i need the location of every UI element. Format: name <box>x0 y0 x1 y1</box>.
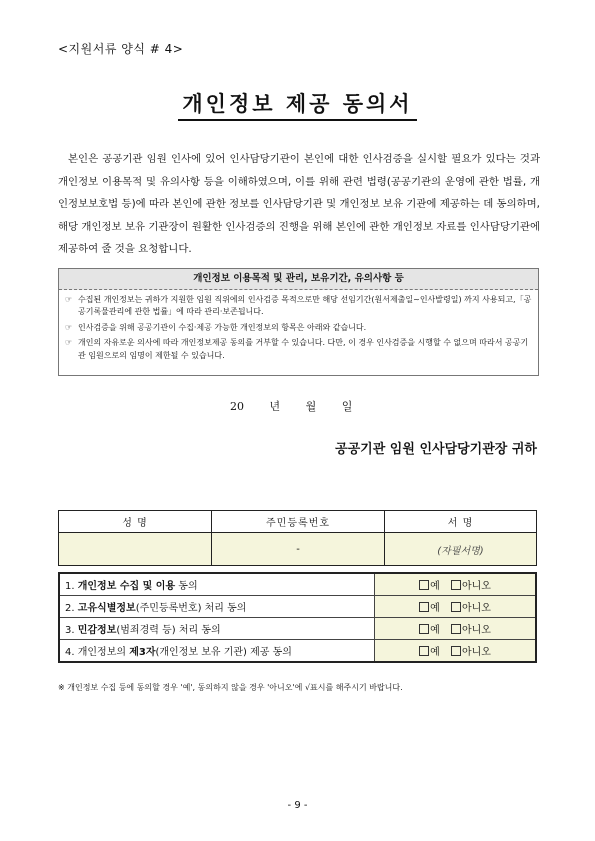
yes-label: 예 <box>430 581 440 592</box>
name-field[interactable] <box>59 533 212 566</box>
yes-option[interactable] <box>419 603 440 614</box>
consent-label-suffix: (주민등록번호) 처리 동의 <box>135 603 247 614</box>
notice-item-text: 인사검증을 위해 공공기관이 수집·제공 가능한 개인정보의 항목은 아래와 같습니다. <box>78 322 367 332</box>
no-option[interactable] <box>451 647 491 658</box>
form-code-label: <지원서류 양식 # 4> <box>58 42 184 56</box>
yes-option[interactable] <box>419 581 440 592</box>
consent-label-suffix: (범죄경력 등) 처리 동의 <box>116 625 221 636</box>
consent-row <box>59 573 536 596</box>
yes-option[interactable] <box>419 647 440 658</box>
consent-row <box>59 618 536 640</box>
consent-options <box>375 573 537 596</box>
checkbox-icon[interactable] <box>419 580 429 590</box>
pointing-hand-icon: ☞ <box>65 322 73 332</box>
intro-paragraph: 본인은 공공기관 임원 인사에 있어 인사담당기관이 본인에 대한 인사검증을 실시할 필요가 있다는 것과 개인정보 이용목적 및 유의사항 등을 이해하였으며, 이를 위해 관련 법령(공공기관의 운영에 관한 법률, 개인정보보호법 등)에 따라 본인에 관한 정보를 인사담당기관 및 개인정보 보유 기관에 제공하는 데 동의하며, 해당 개인정보 보유 기관장이 원활한 인사검증의 진행을 위해 본인에 관한 개인정보 자료를 인사담당기관에 제공하여 줄 것을 요청합니다. <box>58 153 540 255</box>
consent-options <box>375 640 537 663</box>
resident-number-field[interactable]: - <box>212 533 385 566</box>
signature-header-row <box>59 511 537 533</box>
notice-item <box>65 294 532 319</box>
yes-label: 예 <box>430 603 440 614</box>
notice-item <box>65 337 532 362</box>
notice-list <box>59 290 538 362</box>
checkbox-icon[interactable] <box>451 646 461 656</box>
yes-label: 예 <box>430 647 440 658</box>
footnote: ※ 개인정보 수집 등에 동의할 경우 '예', 동의하지 않을 경우 '아니오'에 √표시를 해주시기 바랍니다. <box>58 683 403 692</box>
signature-header: 서 명 <box>385 511 537 533</box>
no-label: 아니오 <box>461 581 491 592</box>
addressee: 공공기관 임원 인사담당기관장 귀하 <box>335 442 537 457</box>
no-option[interactable] <box>451 625 491 636</box>
resident-number-header: 주민등록번호 <box>212 511 385 533</box>
consent-row <box>59 596 536 618</box>
no-label: 아니오 <box>461 625 491 636</box>
checkbox-icon[interactable] <box>451 624 461 634</box>
consent-label-suffix: 동의 <box>175 581 198 592</box>
consent-label-bold: 민감정보 <box>77 625 117 636</box>
consent-label-prefix: 3. <box>65 625 78 636</box>
pointing-hand-icon: ☞ <box>65 338 73 348</box>
notice-item-text: 수집된 개인정보는 귀하가 지원한 임원 직위에의 인사검증 목적으로만 해당 선임기간(원서제출일~인사발령일) 까지 사용되고,「공공기록물관리에 관한 법률」에 따라 관리·보존됩니다. <box>78 295 532 317</box>
pointing-hand-icon: ☞ <box>65 295 73 304</box>
signature-value-row <box>59 533 537 566</box>
checkbox-icon[interactable] <box>419 646 429 656</box>
consent-label-bold: 제3자 <box>129 647 156 658</box>
notice-box <box>58 268 539 376</box>
no-option[interactable] <box>451 603 491 614</box>
checkbox-icon[interactable] <box>419 602 429 612</box>
checkbox-icon[interactable] <box>451 580 461 590</box>
consent-label-prefix: 4. 개인정보의 <box>65 647 130 658</box>
consent-label-bold: 개인정보 수집 및 이용 <box>77 581 176 592</box>
consent-label <box>59 596 375 618</box>
notice-item <box>65 322 532 334</box>
date-line: 20 년 월 일 <box>230 400 353 413</box>
consent-label-prefix: 2. <box>65 603 78 614</box>
signature-field[interactable]: (자필서명) <box>385 533 537 566</box>
consent-options <box>375 618 537 640</box>
yes-label: 예 <box>430 625 440 636</box>
consent-label-bold: 고유식별정보 <box>77 603 136 614</box>
consent-label <box>59 618 375 640</box>
consent-label <box>59 640 375 663</box>
document-title: 개인정보 제공 동의서 <box>178 91 416 121</box>
consent-table <box>58 572 537 663</box>
consent-label-prefix: 1. <box>65 581 78 592</box>
consent-label-suffix: (개인정보 보유 기관) 제공 동의 <box>155 647 292 658</box>
consent-row <box>59 640 536 663</box>
consent-options <box>375 596 537 618</box>
no-option[interactable] <box>451 581 491 592</box>
signature-table <box>58 510 537 566</box>
no-label: 아니오 <box>461 603 491 614</box>
consent-label <box>59 573 375 596</box>
document-title-wrap <box>0 88 595 118</box>
page-number: - 9 - <box>287 800 308 811</box>
checkbox-icon[interactable] <box>451 602 461 612</box>
checkbox-icon[interactable] <box>419 624 429 634</box>
notice-heading: 개인정보 이용목적 및 관리, 보유기간, 유의사항 등 <box>59 269 538 290</box>
no-label: 아니오 <box>461 647 491 658</box>
notice-item-text: 개인의 자유로운 의사에 따라 개인정보제공 동의를 거부할 수 있습니다. 다만, 이 경우 인사검증을 시행할 수 없으며 따라서 공공기관 임원으로의 임명이 제한될 수 있습니다. <box>78 338 529 360</box>
name-header: 성 명 <box>59 511 212 533</box>
yes-option[interactable] <box>419 625 440 636</box>
